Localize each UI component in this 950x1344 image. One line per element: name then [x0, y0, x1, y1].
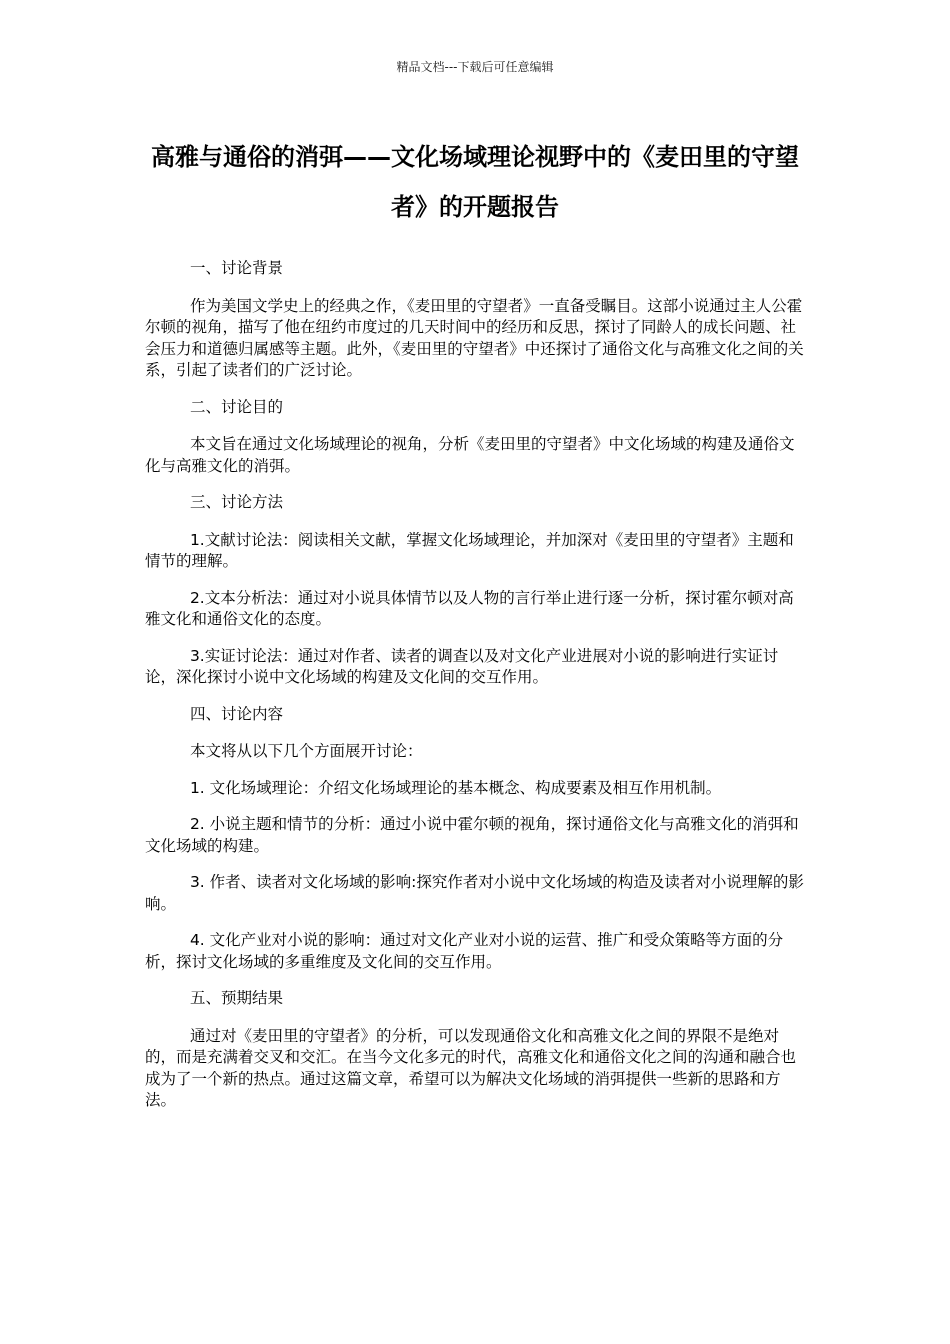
page-header-watermark: 精品文档---下载后可任意编辑 — [396, 60, 554, 74]
content-item-4: 4. 文化产业对小说的影响：通过对文化产业对小说的运营、推广和受众策略等方面的分析，探讨文化场域的多重维度及文化间的交互作用。 — [145, 931, 784, 971]
section-heading-purpose: 二、讨论目的 — [189, 397, 283, 416]
section-heading-results: 五、预期结果 — [189, 989, 283, 1007]
method-item-2: 2.文本分析法：通过对小说具体情节以及人物的言行举止进行逐一分析，探讨霍尔顿对高雅文化和通俗文化的态度。 — [145, 588, 794, 628]
section-heading-content: 四、讨论内容 — [189, 704, 283, 723]
paragraph-purpose: 本文旨在通过文化场域理论的视角，分析《麦田里的守望者》中文化场域的构建及通俗文化与高雅文化的消弭。 — [145, 435, 795, 475]
method-item-1: 1.文献讨论法：阅读相关文献，掌握文化场域理论，并加深对《麦田里的守望者》主题和情节的理解。 — [145, 530, 794, 570]
document-title: 高雅与通俗的消弭——文化场域理论视野中的《麦田里的守望者》的开题报告 — [151, 143, 799, 221]
paragraph-background: 作为美国文学史上的经典之作，《麦田里的守望者》一直备受瞩目。这部小说通过主人公霍尔顿的视角，描写了他在纽约市度过的几天时间中的经历和反思，探讨了同龄人的成长问题、社会压力和道德归属感等主题。此外，《麦田里的守望者》中还探讨了通俗文化与高雅文化之间的关系，引起了读者们的广泛讨论。 — [145, 296, 804, 379]
section-heading-background: 一、讨论背景 — [189, 259, 283, 277]
content-item-3: 3. 作者、读者对文化场域的影响:探究作者对小说中文化场域的构造及读者对小说理解的影响。 — [145, 873, 804, 913]
content-item-2: 2. 小说主题和情节的分析：通过小说中霍尔顿的视角，探讨通俗文化与高雅文化的消弭和文化场域的构建。 — [145, 815, 799, 855]
content-item-1: 1. 文化场域理论：介绍文化场域理论的基本概念、构成要素及相互作用机制。 — [189, 778, 722, 797]
content-intro: 本文将从以下几个方面展开讨论： — [189, 742, 423, 760]
section-heading-methods: 三、讨论方法 — [189, 493, 283, 511]
method-item-3: 3.实证讨论法：通过对作者、读者的调查以及对文化产业进展对小说的影响进行实证讨论，深化探讨小说中文化场域的构建及文化间的交互作用。 — [145, 646, 779, 686]
document-body — [145, 258, 805, 1127]
paragraph-results: 通过对《麦田里的守望者》的分析，可以发现通俗文化和高雅文化之间的界限不是绝对的，而是充满着交叉和交汇。在当今文化多元的时代，高雅文化和通俗文化之间的沟通和融合也成为了一个新的热点。通过这篇文章，希望可以为解决文化场域的消弭提供一些新的思路和方法。 — [145, 1026, 797, 1109]
